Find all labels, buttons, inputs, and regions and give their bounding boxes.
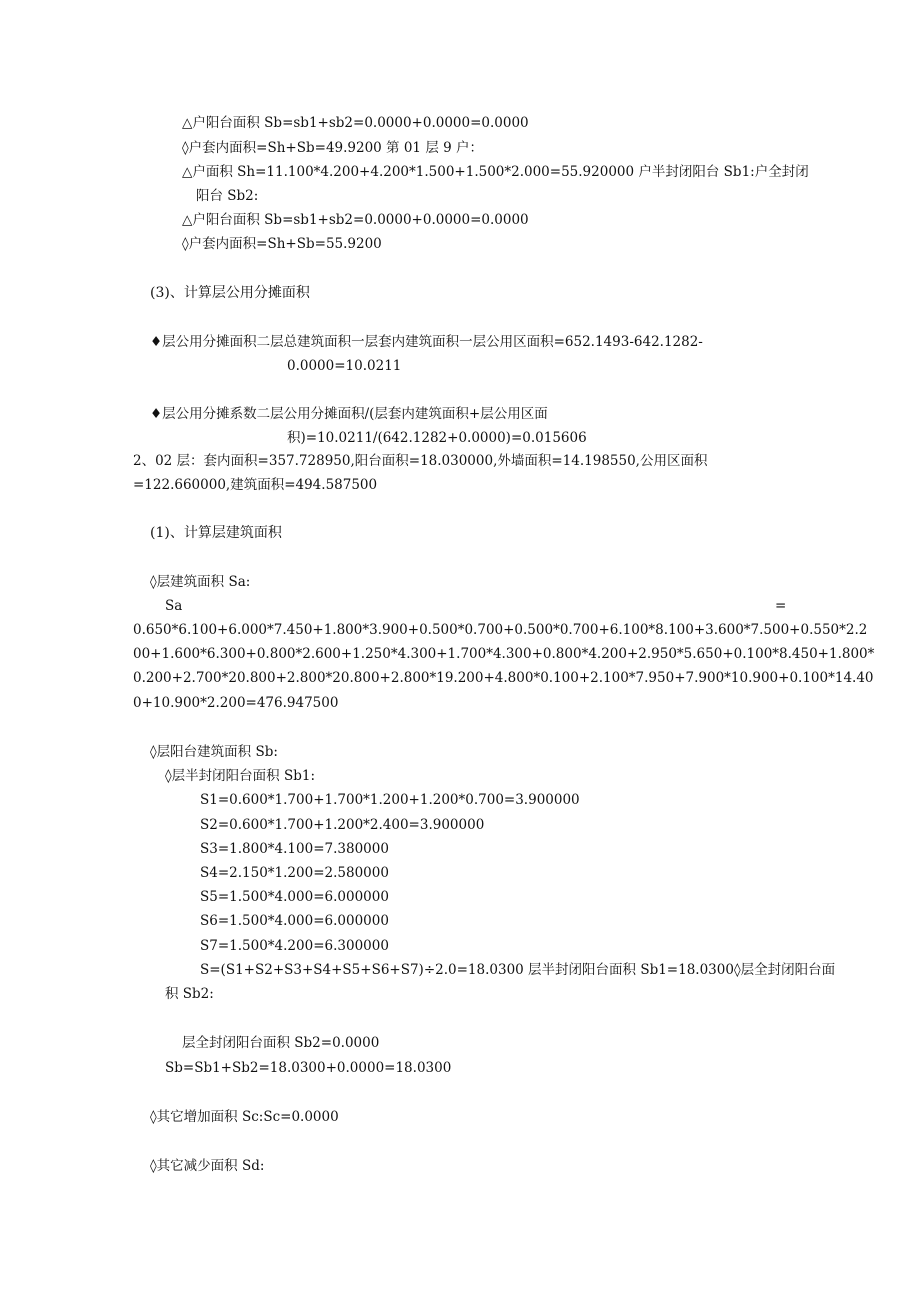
unit9-area-cont: 阳台 Sb2: <box>196 188 259 204</box>
sa-formula-line: 0.200+2.700*20.800+2.800*20.800+2.800*19.200+4.800*0.100+2.100*7.950+7.900*10.900+0.100*14.40 <box>133 670 874 686</box>
floor02-summary-cont: =122.660000,建筑面积=494.587500 <box>133 477 378 493</box>
unit9-area: △户面积 Sh=11.100*4.200+4.200*1.500+1.500*2.000=55.920000 户半封闭阳台 Sb1:户全封闭 <box>182 164 809 180</box>
s-item: S1=0.600*1.700+1.700*1.200+1.200*0.700=3.900000 <box>200 792 580 808</box>
section-1-heading: (1)、计算层建筑面积 <box>150 525 282 541</box>
shared-area-result: 0.0000=10.0211 <box>287 358 402 374</box>
section-3-heading: (3)、计算层公用分摊面积 <box>150 285 310 301</box>
s-item: S5=1.500*4.000=6.000000 <box>200 889 389 905</box>
s-total-line: S=(S1+S2+S3+S4+S5+S6+S7)÷2.0=18.0300 层半封闭阳台面积 Sb1=18.0300◊层全封闭阳台面 <box>200 962 836 978</box>
sa-label: ◊层建筑面积 Sa: <box>150 574 251 590</box>
unit8-inner-area: ◊户套内面积=Sh+Sb=49.9200 第 01 层 9 户： <box>182 140 483 156</box>
s-item: S3=1.800*4.100=7.380000 <box>200 841 389 857</box>
unit9-balcony-area: △户阳台面积 Sb=sb1+sb2=0.0000+0.0000=0.0000 <box>182 212 529 228</box>
sb-sum-line: Sb=Sb1+Sb2=18.0300+0.0000=18.0300 <box>165 1060 452 1076</box>
s-item: S6=1.500*4.000=6.000000 <box>200 913 389 929</box>
floor02-summary: 2、02 层：套内面积=357.728950,阳台面积=18.030000,外墙面积=14.198550,公用区面积 <box>133 453 708 469</box>
unit8-balcony-area: △户阳台面积 Sb=sb1+sb2=0.0000+0.0000=0.0000 <box>182 115 529 131</box>
shared-area-line: ♦层公用分摊面积二层总建筑面积一层套内建筑面积一层公用区面积=652.1493-642.1282- <box>150 334 703 350</box>
s-item: S4=2.150*1.200=2.580000 <box>200 865 389 881</box>
shared-coef-line: ♦层公用分摊系数二层公用分摊面积/(层套内建筑面积+层公用区面 <box>150 406 548 422</box>
sb-label: ◊层阳台建筑面积 Sb: <box>150 744 278 760</box>
sa-formula-line: 0+10.900*2.200=476.947500 <box>133 695 339 711</box>
sd-line: ◊其它减少面积 Sd: <box>150 1158 265 1174</box>
s-total-line-cont: 积 Sb2: <box>165 986 214 1002</box>
s-item: S2=0.600*1.700+1.200*2.400=3.900000 <box>200 817 485 833</box>
sa-left: Sa <box>165 598 183 614</box>
s-item: S7=1.500*4.200=6.300000 <box>200 938 389 954</box>
sa-formula-line: 00+1.600*6.300+0.800*2.600+1.250*4.300+1.700*4.300+0.800*4.200+2.950*5.650+0.100*8.450+1.800* <box>133 646 875 662</box>
shared-coef-result: 积)=10.0211/(642.1282+0.0000)=0.015606 <box>287 430 587 446</box>
sb1-label: ◊层半封闭阳台面积 Sb1: <box>165 768 315 784</box>
unit9-inner-area: ◊户套内面积=Sh+Sb=55.9200 <box>182 236 382 252</box>
sa-formula-line: 0.650*6.100+6.000*7.450+1.800*3.900+0.500*0.700+0.500*0.700+6.100*8.100+3.600*7.500+0.550*2.2 <box>133 622 868 638</box>
sc-line: ◊其它增加面积 Sc:Sc=0.0000 <box>150 1109 339 1125</box>
sa-equals: = <box>775 598 787 614</box>
sb2-line: 层全封闭阳台面积 Sb2=0.0000 <box>182 1035 380 1051</box>
